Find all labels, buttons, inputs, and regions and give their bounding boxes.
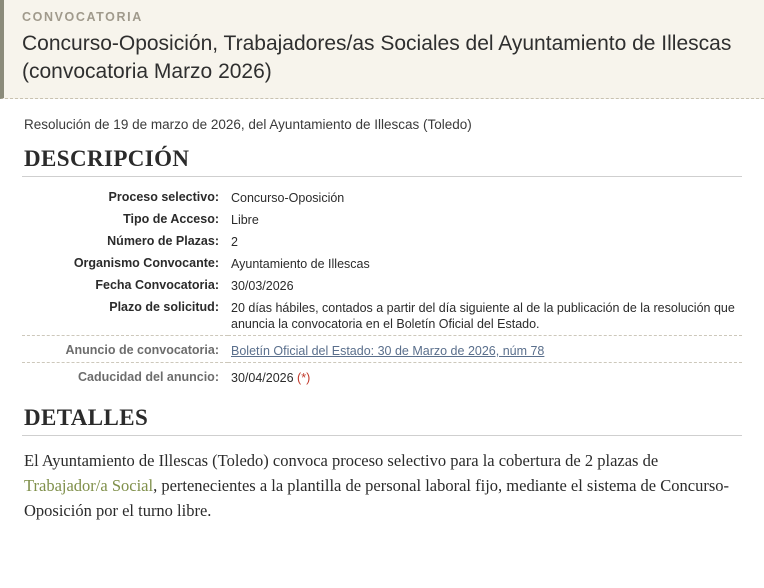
field-label-proceso-selectivo: Proceso selectivo:	[108, 190, 219, 204]
table-row	[22, 363, 742, 390]
field-label-numero-plazas: Número de Plazas:	[107, 234, 219, 248]
table-row	[22, 209, 742, 231]
table-row	[22, 187, 742, 209]
table-row	[22, 297, 742, 336]
detalles-paragraph	[24, 448, 740, 523]
field-label-anuncio-convocatoria: Anuncio de convocatoria:	[22, 336, 228, 363]
field-value-caducidad-anuncio	[228, 363, 742, 390]
boe-link[interactable]: Boletín Oficial del Estado: 30 de Marzo de 2026, núm 78	[231, 344, 545, 358]
caducidad-date: 30/04/2026	[231, 371, 294, 385]
table-row	[22, 253, 742, 275]
page-title: Concurso-Oposición, Trabajadores/as Sociales del Ayuntamiento de Illescas (convocatoria Marzo 2026)	[22, 32, 732, 83]
table-row	[22, 231, 742, 253]
resolucion-line: Resolución de 19 de marzo de 2026, del Ayuntamiento de Illescas (Toledo)	[24, 117, 472, 132]
banner-kicker: CONVOCATORIA	[22, 10, 143, 24]
field-value-numero-plazas: 2	[231, 235, 238, 249]
section-heading-descripcion: DESCRIPCIÓN	[22, 146, 742, 177]
field-value-fecha-convocatoria: 30/03/2026	[231, 279, 294, 293]
section-heading-detalles: DETALLES	[22, 405, 742, 436]
field-label-fecha-convocatoria: Fecha Convocatoria:	[95, 278, 219, 292]
convocatoria-banner	[0, 0, 764, 99]
document-content	[0, 117, 764, 523]
detalles-section	[22, 405, 742, 523]
detalles-highlight-puesto: Trabajador/a Social	[24, 476, 154, 495]
field-value-plazo-solicitud: 20 días hábiles, contados a partir del día siguiente al de la publicación de la resolución que anuncia la convocatoria en el Boletín Oficial del Estado.	[231, 301, 735, 331]
field-value-proceso-selectivo: Concurso-Oposición	[231, 191, 345, 205]
table-row	[22, 336, 742, 363]
detalles-text-part2: , pertenecientes a la plantilla de personal laboral fijo, mediante el sistema de Concurso-Oposición por el turno libre.	[24, 476, 729, 520]
field-value-tipo-acceso: Libre	[231, 213, 259, 227]
caducidad-asterisk: (*)	[297, 371, 311, 385]
detalles-text-part1: El Ayuntamiento de Illescas (Toledo) convoca proceso selectivo para la cobertura de 2 plazas de	[24, 451, 659, 470]
field-label-caducidad-anuncio: Caducidad del anuncio:	[22, 363, 228, 390]
descripcion-table	[22, 187, 742, 389]
field-label-tipo-acceso: Tipo de Acceso:	[123, 212, 219, 226]
field-value-organismo-convocante: Ayuntamiento de Illescas	[231, 257, 370, 271]
field-label-organismo-convocante: Organismo Convocante:	[73, 256, 219, 270]
table-row	[22, 275, 742, 297]
field-value-anuncio-convocatoria	[228, 336, 742, 363]
field-label-plazo-solicitud: Plazo de solicitud:	[109, 300, 219, 314]
